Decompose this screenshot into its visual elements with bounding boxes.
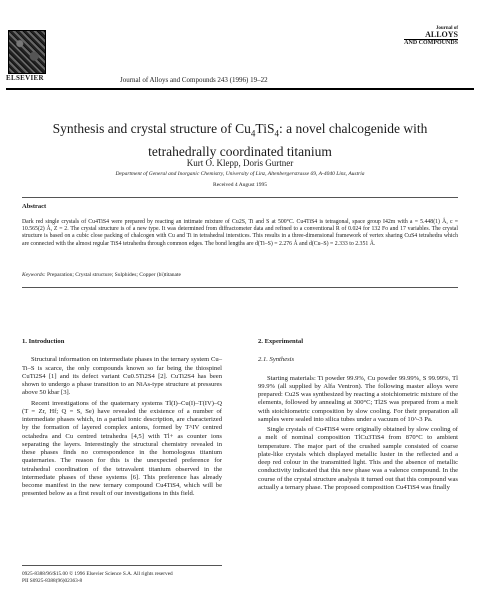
section-heading-introduction: 1. Introduction [22,338,65,345]
title-text-3: : a novel chalcogenide with tetrahedrally coordinated titanium [148,121,428,159]
journal-brand-line2: ALLOYS [404,31,458,40]
keywords-list: Preparation; Crystal structure; Sulphides; Copper (bi)titanate [47,272,181,278]
intro-paragraph-2: Recent investigations of the quaternary systems Tl(I)–Cu(I)–T(IV)–Q (T = Zr, Hf; Q = S, Se) have revealed the existence of a number of intermediate phases which, in a partial ionic description, are characterized by the formation of layered complex anions, formed by T^IV centred octahedra and Cu centred tetrahedra [4,5] with Tl+ as counter ions separating the layers. Interestingly the structural chemistry revealed in these phases finds no correspondence in the homologous titanium quaternaries. The reason for this is the unexpected preference for tetrahedral coordination of the tetravalent titanium observed in the intermediate phases of these systems [6]. This preference has already become manifest in the new ternary compound Cu4TiS4, which will be presented below as a first result of our investigations in this field. [22,399,222,498]
journal-brand-line3: AND COMPOUNDS [404,40,458,46]
received-date: Received 4 August 1995 [213,182,267,188]
journal-reference: Journal of Alloys and Compounds 243 (1996) 19–22 [120,76,268,84]
abstract-heading: Abstract [22,203,47,210]
title-text-2: TiS [255,121,275,136]
article-title [20,120,460,160]
intro-paragraph-1: Structural information on intermediate phases in the ternary system Cu–Ti–S is scarce, the only compounds known so far being the thiospinel CuTi2S4 [1] and its defect variant Cu0.5Ti2S4 [2]. CuTi2S4 has been shown to undergo a phase transition to an NiAs-type structure at pressures above 50 kbar [3]. [22,356,222,397]
left-column [22,338,222,499]
footnote-rule [22,565,222,566]
right-column [258,338,458,492]
title-sub-1: 4 [250,128,256,139]
abstract-body: Dark red single crystals of Cu4TiS4 were prepared by reacting an intimate mixture of Cu2S, Ti and S at 500°C. Cu4TiS4 is tetragonal, space group I42m with a = 5.448(1) Å, c = 10.565(2) Å, Z = 2. The crystal structure is of a new type. It was determined from diffractometer data and refined to a conventional R of 0.024 for 132 Fo and 17 variables. The crystal structure is based on a cubic close packing of chalcogen with Cu and Ti in tetrahedral interstices. This results in a three-dimensional framework of vertex sharing CuS4 tetrahedra which are connected with the almost regular TiS4 tetrahedra through common edges. The bond lengths are d(Ti–S) = 2.276 Å and d(Cu–S) = 2.333 to 2.351 Å. [22,219,458,247]
publisher-name: ELSEVIER [6,74,44,82]
keywords-label: Keywords: [22,272,46,278]
journal-brand [404,26,458,46]
subsection-heading-synthesis: 2.1. Synthesis [258,356,295,364]
section-heading-experimental: 2. Experimental [258,338,304,345]
copyright-line: 0925-8388/96/$15.00 © 1996 Elsevier Science S.A. All rights reserved [22,571,173,577]
title-text-1: Synthesis and crystal structure of Cu [52,121,251,136]
header-divider [6,88,474,90]
journal-brand-line1: Journal of [435,26,458,31]
authors: Kurt O. Klepp, Doris Gurtner [186,158,294,168]
affiliation: Department of General and Inorganic Chemistry, University of Linz, Altenbergerstrasse 69, A-4040 Linz, Austria [115,171,365,177]
pii-line: PII S0925-8388(96)02363-8 [22,578,83,584]
title-sub-2: 4 [274,128,279,139]
elsevier-logo-icon [8,30,46,74]
synthesis-paragraph-1: Starting materials: Ti powder 99.9%, Cu powder 99.99%, S 99.99%, Tl 99.9% (all supplied by Alfa Ventron). The following master alloys were prepared: Cu2S was synthesized by reacting a stoichiometric mixture of the elements, followed by annealing at 300°C; Tl2S was prepared from a melt with stoichiometric composition by slow cooling. For their preparation all samples were sealed into silica tubes under a vacuum of 10^-3 Pa. [258,374,458,423]
abstract-top-rule [22,197,458,198]
copyright-notice [22,571,173,585]
abstract-bottom-rule [22,287,458,288]
keywords [22,272,181,278]
synthesis-paragraph-2: Single crystals of Cu4TiS4 were originally obtained by slow cooling of a melt of nominal composition TlCu3TiS4 from 870°C to ambient temperature. The major part of the crushed sample consisted of coarse plate-like crystals which displayed metallic luster in the reflected and a deep red colour in the transmitted light. This and the absence of metallic conductivity indicated that this new phase was a valence compound. In the course of the crystal structure analysis it turned out that this compound was actually a ternary phase. The proposed composition Cu4TiS4 was finally [258,426,458,491]
